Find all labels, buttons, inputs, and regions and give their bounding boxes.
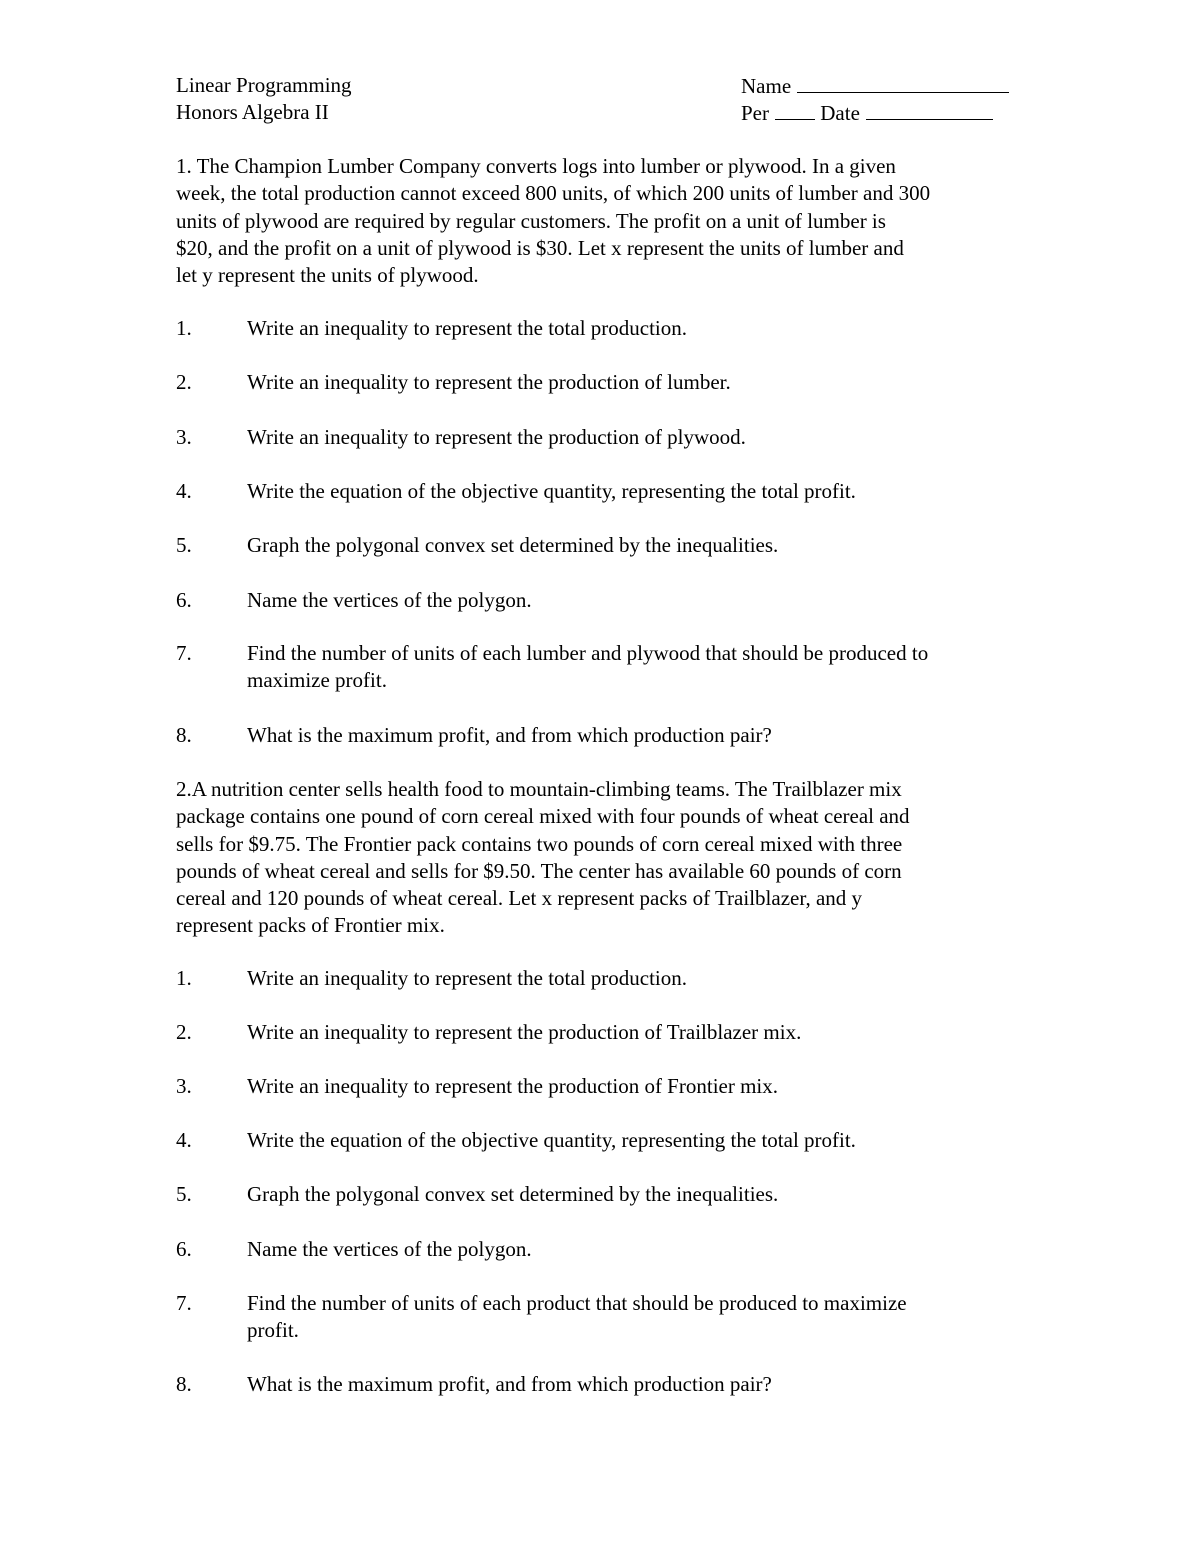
problem2-intro-line: cereal and 120 pounds of wheat cereal. Let x represent packs of Trailblazer, and y	[176, 886, 863, 911]
problem1-intro-line: units of plywood are required by regular customers. The profit on a unit of lumber is	[176, 208, 886, 233]
question-number: 7.	[176, 641, 192, 665]
problem2-intro	[176, 776, 1036, 940]
question-number: 8.	[176, 723, 192, 747]
problem1-intro-line: 1. The Champion Lumber Company converts logs into lumber or plywood. In a given	[176, 154, 896, 178]
question-number: 3.	[176, 1074, 192, 1098]
question-number: 5.	[176, 1182, 192, 1206]
problem2-intro-line: represent packs of Frontier mix.	[176, 913, 445, 938]
problem1-intro	[176, 153, 1036, 289]
question-number: 6.	[176, 588, 192, 612]
question-text: Name the vertices of the polygon.	[247, 1237, 532, 1261]
question-text: Write an inequality to represent the production of Trailblazer mix.	[247, 1020, 802, 1044]
header-right	[741, 72, 1009, 126]
name-row	[741, 72, 1009, 99]
question-number: 1.	[176, 316, 192, 340]
problem2-intro-line: pounds of wheat cereal and sells for $9.50. The center has available 60 pounds of corn	[176, 858, 902, 883]
question-text: maximize profit.	[247, 668, 387, 693]
question-text: Find the number of units of each product that should be produced to maximize	[247, 1291, 907, 1315]
course-level: Honors Algebra II	[176, 100, 329, 124]
per-label: Per	[741, 101, 769, 125]
question-text: What is the maximum profit, and from which production pair?	[247, 1372, 772, 1396]
question-text: profit.	[247, 1318, 299, 1343]
question-text: What is the maximum profit, and from which production pair?	[247, 723, 772, 747]
date-label: Date	[820, 101, 860, 125]
problem2-intro-line: 2.A nutrition center sells health food to mountain-climbing teams. The Trailblazer mix	[176, 777, 902, 801]
problem1-intro-line: $20, and the profit on a unit of plywood is $30. Let x represent the units of lumber and	[176, 235, 904, 260]
question-number: 5.	[176, 533, 192, 557]
question-number: 4.	[176, 1128, 192, 1152]
question-number: 4.	[176, 479, 192, 503]
per-date-row	[741, 99, 1009, 126]
question-text: Write an inequality to represent the production of lumber.	[247, 370, 731, 394]
problem1-intro-line: week, the total production cannot exceed 800 units, of which 200 units of lumber and 300	[176, 181, 931, 206]
question-text: Find the number of units of each lumber and plywood that should be produced to	[247, 641, 929, 665]
question-text: Graph the polygonal convex set determined by the inequalities.	[247, 533, 779, 557]
problem2-intro-line: package contains one pound of corn cereal mixed with four pounds of wheat cereal and	[176, 804, 910, 829]
problem1-intro-line: let y represent the units of plywood.	[176, 263, 479, 288]
question-number: 1.	[176, 966, 192, 990]
question-text: Write the equation of the objective quantity, representing the total profit.	[247, 1128, 856, 1152]
per-blank[interactable]	[775, 99, 815, 120]
question-text: Write an inequality to represent the total production.	[247, 966, 688, 990]
question-number: 8.	[176, 1372, 192, 1396]
header-left	[176, 72, 352, 126]
question-number: 2.	[176, 1020, 192, 1044]
date-blank[interactable]	[866, 99, 993, 120]
problem2-intro-line: sells for $9.75. The Frontier pack contains two pounds of corn cereal mixed with three	[176, 831, 903, 856]
question-text: Write an inequality to represent the total production.	[247, 316, 688, 340]
question-number: 7.	[176, 1291, 192, 1315]
question-number: 3.	[176, 425, 192, 449]
question-text: Write the equation of the objective quantity, representing the total profit.	[247, 479, 856, 503]
question-number: 2.	[176, 370, 192, 394]
course-title: Linear Programming	[176, 73, 352, 97]
name-blank[interactable]	[797, 72, 1009, 93]
question-text: Name the vertices of the polygon.	[247, 588, 532, 612]
name-label: Name	[741, 74, 792, 98]
question-text: Write an inequality to represent the production of Frontier mix.	[247, 1074, 779, 1098]
question-number: 6.	[176, 1237, 192, 1261]
question-text: Write an inequality to represent the production of plywood.	[247, 425, 746, 449]
question-text: Graph the polygonal convex set determined by the inequalities.	[247, 1182, 779, 1206]
